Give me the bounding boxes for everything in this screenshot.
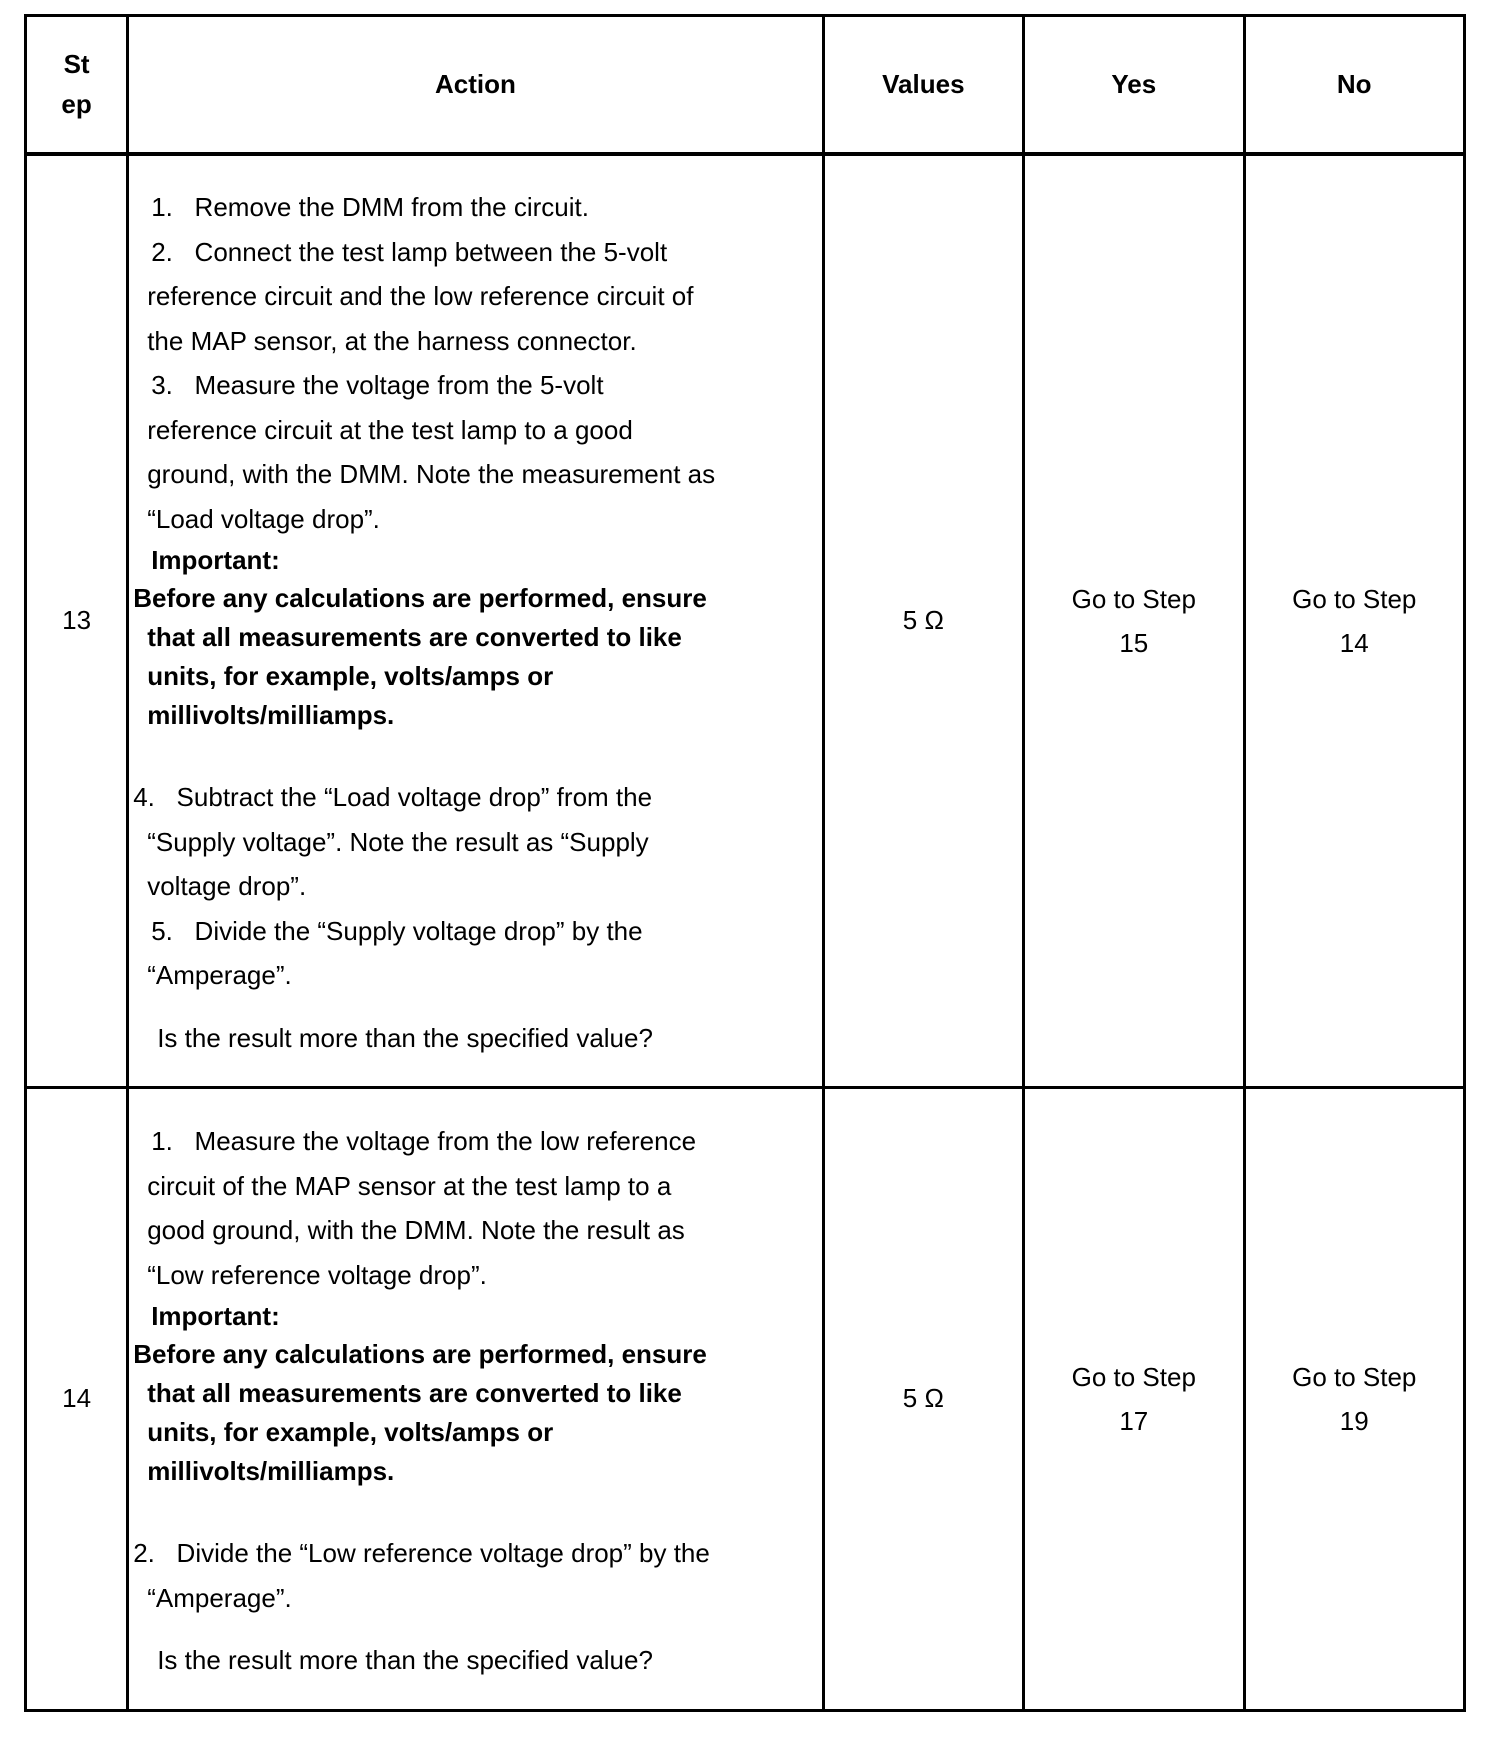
important-text: units, for example, volts/amps or bbox=[147, 1417, 554, 1447]
header-no: No bbox=[1244, 16, 1465, 154]
action-line: circuit of the MAP sensor at the test lamp to a bbox=[147, 1170, 672, 1201]
action-line: 2. Divide the “Low reference voltage drop” by the bbox=[133, 1538, 710, 1568]
important-text: Before any calculations are performed, ensure bbox=[133, 583, 707, 614]
yes-goto-label: Go to Step bbox=[1071, 1361, 1196, 1392]
value-cell: 5 Ω bbox=[823, 154, 1023, 1088]
no-goto-label: Go to Step bbox=[1292, 1361, 1417, 1392]
step-number: 13 bbox=[26, 154, 128, 1088]
header-row bbox=[26, 16, 1465, 154]
no-goto-step: 19 bbox=[1339, 1405, 1369, 1436]
action-line: ground, with the DMM. Note the measurement as bbox=[147, 459, 716, 490]
important-title: Important: bbox=[151, 1301, 280, 1331]
yes-goto-label: Go to Step bbox=[1071, 583, 1196, 614]
important-text: units, for example, volts/amps or bbox=[147, 661, 554, 692]
important-title: Important: bbox=[151, 545, 280, 576]
action-line: “Amperage”. bbox=[147, 960, 292, 991]
action-question: Is the result more than the specified value? bbox=[157, 1022, 653, 1053]
important-text: millivolts/milliamps. bbox=[147, 700, 395, 731]
action-line: the MAP sensor, at the harness connector. bbox=[147, 325, 637, 356]
header-values: Values bbox=[823, 16, 1023, 154]
no-cell bbox=[1244, 1087, 1465, 1710]
action-line: 1. Remove the DMM from the circuit. bbox=[151, 192, 589, 223]
action-question: Is the result more than the specified value? bbox=[157, 1645, 653, 1675]
header-step-line1: St bbox=[63, 49, 90, 80]
yes-goto-step: 17 bbox=[1119, 1405, 1149, 1436]
important-text: that all measurements are converted to like bbox=[147, 1378, 682, 1408]
action-cell bbox=[128, 1087, 823, 1710]
table-row-step-14 bbox=[26, 1087, 1465, 1710]
important-text: Before any calculations are performed, ensure bbox=[133, 1339, 707, 1369]
action-line: “Amperage”. bbox=[147, 1582, 292, 1613]
step-number: 14 bbox=[26, 1087, 128, 1710]
important-text: millivolts/milliamps. bbox=[147, 1456, 395, 1486]
action-line: 2. Connect the test lamp between the 5-volt bbox=[151, 236, 668, 267]
value-cell: 5 Ω bbox=[823, 1087, 1023, 1710]
header-step bbox=[26, 16, 128, 154]
action-cell bbox=[128, 154, 823, 1088]
header-yes: Yes bbox=[1024, 16, 1244, 154]
action-line: reference circuit at the test lamp to a good bbox=[147, 414, 633, 445]
no-goto-label: Go to Step bbox=[1292, 583, 1417, 614]
action-line: good ground, with the DMM. Note the result as bbox=[147, 1215, 685, 1245]
header-step-line2: ep bbox=[61, 89, 92, 120]
no-goto-step: 14 bbox=[1339, 627, 1369, 658]
action-line: 5. Divide the “Supply voltage drop” by the bbox=[151, 915, 643, 946]
table-row-step-13 bbox=[26, 154, 1465, 1088]
action-line: “Supply voltage”. Note the result as “Supply bbox=[147, 826, 649, 857]
action-line: 1. Measure the voltage from the low reference bbox=[151, 1126, 697, 1156]
header-action: Action bbox=[128, 16, 823, 154]
action-line: voltage drop”. bbox=[147, 871, 307, 902]
important-text: that all measurements are converted to like bbox=[147, 622, 682, 653]
action-line: “Low reference voltage drop”. bbox=[147, 1259, 487, 1290]
action-line: “Load voltage drop”. bbox=[147, 503, 380, 534]
yes-cell bbox=[1024, 154, 1244, 1088]
action-line: 4. Subtract the “Load voltage drop” from the bbox=[133, 782, 653, 813]
yes-cell bbox=[1024, 1087, 1244, 1710]
action-line: reference circuit and the low reference circuit of bbox=[147, 281, 694, 312]
yes-goto-step: 15 bbox=[1119, 627, 1149, 658]
no-cell bbox=[1244, 154, 1465, 1088]
diagnostic-table bbox=[24, 14, 1466, 1712]
action-line: 3. Measure the voltage from the 5-volt bbox=[151, 370, 604, 401]
